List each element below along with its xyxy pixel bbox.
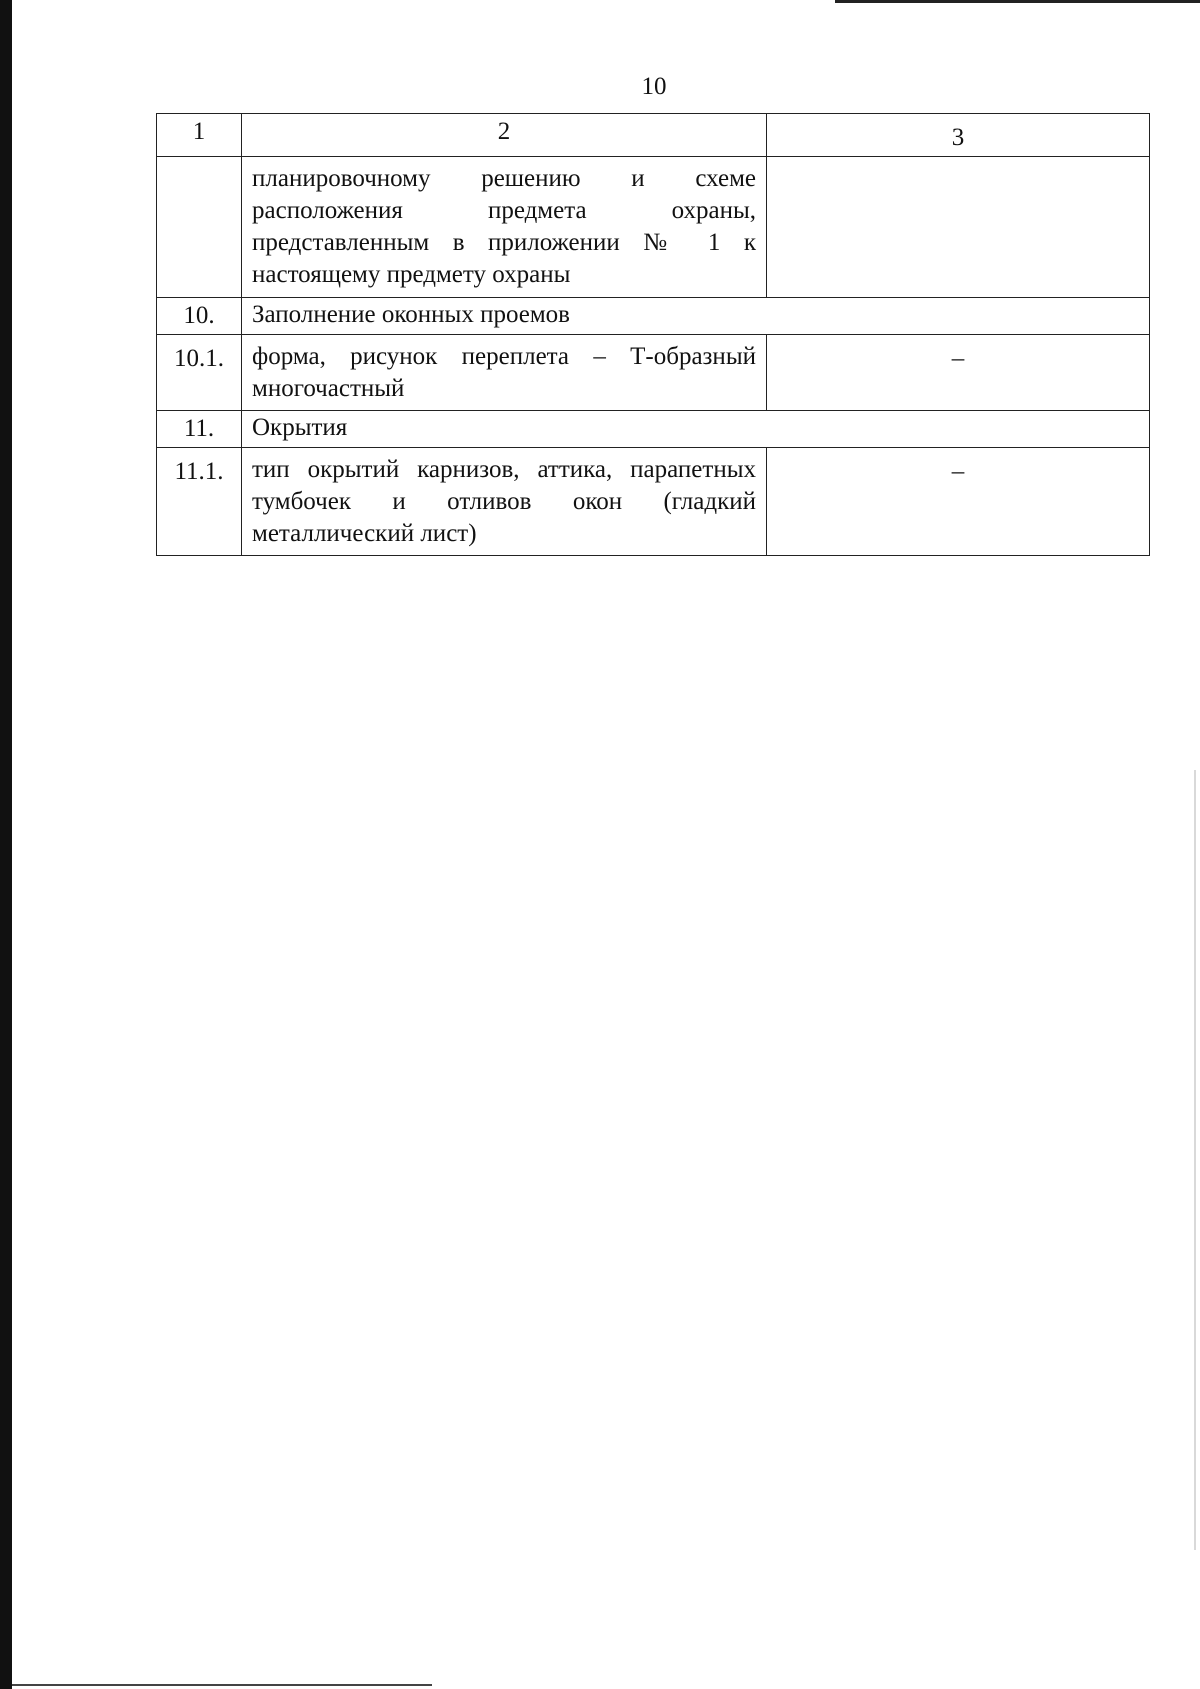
header-cell-2: 2	[242, 114, 767, 157]
page-number: 10	[641, 73, 667, 100]
table-section-row	[157, 298, 1150, 335]
row-value	[767, 157, 1150, 298]
row-description: планировочному решению и схеме расположения предмета охраны, представленным в приложении № 1 к настоящему предмету охраны	[242, 157, 767, 298]
row-description: форма, рисунок переплета – Т-образный многочастный	[242, 335, 767, 411]
row-number	[157, 157, 242, 298]
header-cell-3: 3	[767, 114, 1150, 157]
protection-subject-table	[156, 113, 1150, 556]
table-row	[157, 335, 1150, 411]
row-description: тип окрытий карнизов, аттика, парапетных тумбочек и отливов окон (гладкий металлический лист)	[242, 448, 767, 556]
scan-edge-bottom	[12, 1684, 432, 1686]
row-number: 10.1.	[157, 335, 242, 411]
table-row	[157, 157, 1150, 298]
row-value	[767, 448, 1150, 556]
row-value	[767, 335, 1150, 411]
row-number: 11.1.	[157, 448, 242, 556]
section-title: Заполнение оконных проемов	[242, 298, 1150, 335]
table-header-row	[157, 114, 1150, 157]
section-number: 11.	[157, 411, 242, 448]
table-row	[157, 448, 1150, 556]
header-cell-1: 1	[157, 114, 242, 157]
scan-edge-right	[1194, 770, 1196, 1550]
row-value-dash: –	[951, 345, 965, 372]
row-value-dash: –	[951, 458, 965, 485]
section-title: Окрытия	[242, 411, 1150, 448]
scan-edge-top	[835, 0, 1200, 3]
scan-edge-left	[0, 0, 12, 1689]
table-section-row	[157, 411, 1150, 448]
section-number: 10.	[157, 298, 242, 335]
